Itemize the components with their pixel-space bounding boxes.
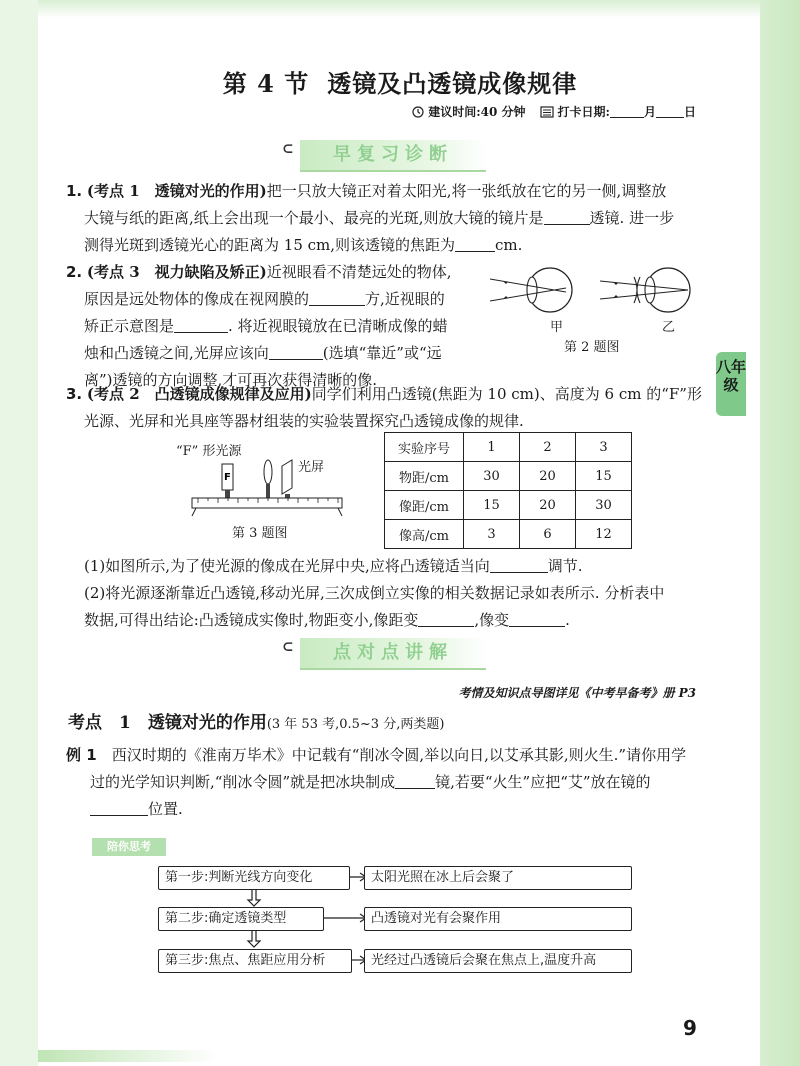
day-label: 日 <box>683 105 696 119</box>
q3-blank-3[interactable] <box>509 612 565 627</box>
section-title: 透镜及凸透镜成像规律 <box>327 69 578 98</box>
q2-line2b: 方,近视眼的 <box>365 290 445 308</box>
q3-line2: 光源、光屏和光具座等器材组装的实验装置探究凸透镜成像的规律. <box>84 412 524 430</box>
q2-line1: 近视眼看不清楚远处的物体, <box>266 263 452 281</box>
example-blank-1[interactable] <box>395 774 435 789</box>
q3-sub1b: 调节. <box>547 557 583 575</box>
table-header-cell: 像高/cm <box>385 520 464 549</box>
review-banner <box>282 140 486 172</box>
q2-blank-1[interactable] <box>309 291 365 306</box>
study-meta <box>398 103 696 120</box>
q3-subquestions <box>84 553 724 634</box>
q3-tag: (考点 2 凸透镜成像规律及应用) <box>86 385 312 403</box>
q2-blank-3[interactable] <box>269 345 323 360</box>
question-1 <box>66 178 716 259</box>
flow-result-3: 光经过凸透镜后会聚在焦点上,温度升高 <box>364 949 632 973</box>
kaodian-label: 考点 1 透镜对光的作用 <box>68 713 267 733</box>
top-strip <box>38 0 760 18</box>
q2-blank-2[interactable] <box>174 318 228 333</box>
clock-icon <box>412 106 424 118</box>
q3-sub1a: (1)如图所示,为了使光源的像成在光屏中央,应将凸透镜适当向 <box>84 557 490 575</box>
q2-line4b: (选填“靠近”或“远 <box>322 344 442 362</box>
q1-line3a: 测得光斑到透镜光心的距离为 15 cm,则该透镜的焦距为 <box>84 236 456 254</box>
table-row <box>385 520 632 549</box>
table-cell: 1 <box>464 433 520 462</box>
table-row <box>385 433 632 462</box>
eye-diagram-b <box>600 268 690 312</box>
example-line1: 西汉时期的《淮南万毕术》中记载有“削冰令圆,举以向日,以艾承其影,则火生.”请你用学 <box>111 746 687 764</box>
q3-sub2-line2b: ,像变 <box>474 611 510 629</box>
table-cell: 20 <box>520 491 576 520</box>
q2-line3a: 矫正示意图是 <box>84 317 175 335</box>
table-cell: 6 <box>520 520 576 549</box>
q3-sub2-line1: (2)将光源逐渐靠近凸透镜,移动光屏,三次成倒立实像的相关数据记录如表所示. 分析表中 <box>84 584 665 602</box>
q3-blank-1[interactable] <box>490 558 548 573</box>
eye-diagram-a <box>490 268 572 312</box>
review-banner-label: 早复习诊断 <box>333 144 453 165</box>
table-cell: 2 <box>520 433 576 462</box>
table-cell: 30 <box>464 462 520 491</box>
day-blank[interactable] <box>656 103 684 118</box>
page-title <box>0 64 800 99</box>
q2-line5: 离”)透镜的方向调整,才可再次获得清晰的像. <box>84 371 378 389</box>
table-cell: 15 <box>576 462 632 491</box>
kaodian-heading <box>68 708 444 733</box>
q1-line1: 把一只放大镜正对着太阳光,将一张纸放在它的另一侧,调整放 <box>266 182 667 200</box>
table-cell: 3 <box>576 433 632 462</box>
hook-icon: ⊂ <box>282 141 294 157</box>
checkin-label: 打卡日期: <box>557 105 610 119</box>
light-source <box>222 464 233 498</box>
q1-line3b: cm. <box>495 236 523 254</box>
q3-number: 3. <box>66 385 83 403</box>
convex-lens <box>264 460 272 498</box>
grade-tab[interactable]: 八年级 <box>716 352 746 416</box>
q1-blank-1[interactable] <box>544 210 590 225</box>
example-line2b: 镜,若要“火生”应把“艾”放在镜的 <box>435 773 651 791</box>
q1-line2b: 透镜. 进一步 <box>589 209 675 227</box>
guide-note: 考情及知识点导图详见《中考早备考》册 P3 <box>458 686 696 700</box>
eye-label-a: 甲 <box>550 320 564 335</box>
table-header-cell: 实验序号 <box>385 433 464 462</box>
flow-step-3: 第三步:焦点、焦距应用分析 <box>158 949 352 973</box>
example-line3: 位置. <box>148 800 183 818</box>
thinking-badge: 陪你思考 <box>92 838 166 856</box>
example-blank-2[interactable] <box>90 801 148 816</box>
table-row <box>385 462 632 491</box>
table-header-cell: 像距/cm <box>385 491 464 520</box>
example-line2a: 过的光学知识判断,“削冰令圆”就是把冰块制成 <box>90 773 396 791</box>
q2-line3b: . 将近视眼镜放在已清晰成像的蜡 <box>228 317 448 335</box>
q1-blank-2[interactable] <box>455 237 495 252</box>
points-banner <box>282 638 486 670</box>
source-label: “F” 形光源 <box>176 444 242 459</box>
experiment-table <box>384 432 632 549</box>
month-label: 月 <box>643 105 656 119</box>
calendar-icon <box>540 106 554 118</box>
month-blank[interactable] <box>610 103 644 118</box>
page-number: 9 <box>683 1016 697 1040</box>
points-banner-label: 点对点讲解 <box>333 642 453 663</box>
q2-line4a: 烛和凸透镜之间,光屏应该向 <box>84 344 269 362</box>
table-header-cell: 物距/cm <box>385 462 464 491</box>
table-row <box>385 491 632 520</box>
optical-bench <box>188 456 348 518</box>
eye-diagrams <box>488 262 708 320</box>
q1-number: 1. <box>66 182 83 200</box>
bottom-decoration <box>38 1050 218 1062</box>
q2-number: 2. <box>66 263 83 281</box>
table-cell: 30 <box>576 491 632 520</box>
screen-label: 光屏 <box>298 460 325 475</box>
svg-text:F: F <box>224 472 231 483</box>
flow-step-1: 第一步:判断光线方向变化 <box>158 866 350 890</box>
q3-blank-2[interactable] <box>418 612 474 627</box>
table-cell: 3 <box>464 520 520 549</box>
q3-figure-caption: 第 3 题图 <box>232 526 288 541</box>
q3-sub2-line2c: . <box>565 611 570 629</box>
bench-ruler <box>192 498 342 516</box>
q1-line2a: 大镜与纸的距离,纸上会出现一个最小、最亮的光斑,则放大镜的镜片是 <box>84 209 544 227</box>
section-number: 第 4 节 <box>222 69 310 98</box>
flow-result-2: 凸透镜对光有会聚作用 <box>364 907 632 931</box>
right-margin-band <box>760 0 800 1066</box>
light-screen <box>282 460 292 498</box>
table-cell: 12 <box>576 520 632 549</box>
q3-sub2-line2a: 数据,可得出结论:凸透镜成实像时,物距变小,像距变 <box>84 611 419 629</box>
eye-label-b: 乙 <box>662 320 676 335</box>
kaodian-frequency: (3 年 53 考,0.5~3 分,两类题) <box>266 717 445 732</box>
suggested-time: 建议时间:40 分钟 <box>428 105 526 119</box>
flow-step-2: 第二步:确定透镜类型 <box>158 907 324 931</box>
example-1 <box>66 742 726 823</box>
example-label: 例 1 <box>66 746 97 764</box>
hook-icon: ⊂ <box>282 639 294 655</box>
q3-line1: 同学们利用凸透镜(焦距为 10 cm)、高度为 6 cm 的“F”形 <box>311 385 702 403</box>
q2-figure-caption: 第 2 题图 <box>564 340 620 355</box>
q2-tag: (考点 3 视力缺陷及矫正) <box>86 263 267 281</box>
q2-line2a: 原因是远处物体的像成在视网膜的 <box>84 290 310 308</box>
question-2 <box>66 259 486 394</box>
flow-result-1: 太阳光照在冰上后会聚了 <box>364 866 632 890</box>
q1-tag: (考点 1 透镜对光的作用) <box>86 182 267 200</box>
question-3 <box>66 381 716 435</box>
table-cell: 15 <box>464 491 520 520</box>
table-cell: 20 <box>520 462 576 491</box>
